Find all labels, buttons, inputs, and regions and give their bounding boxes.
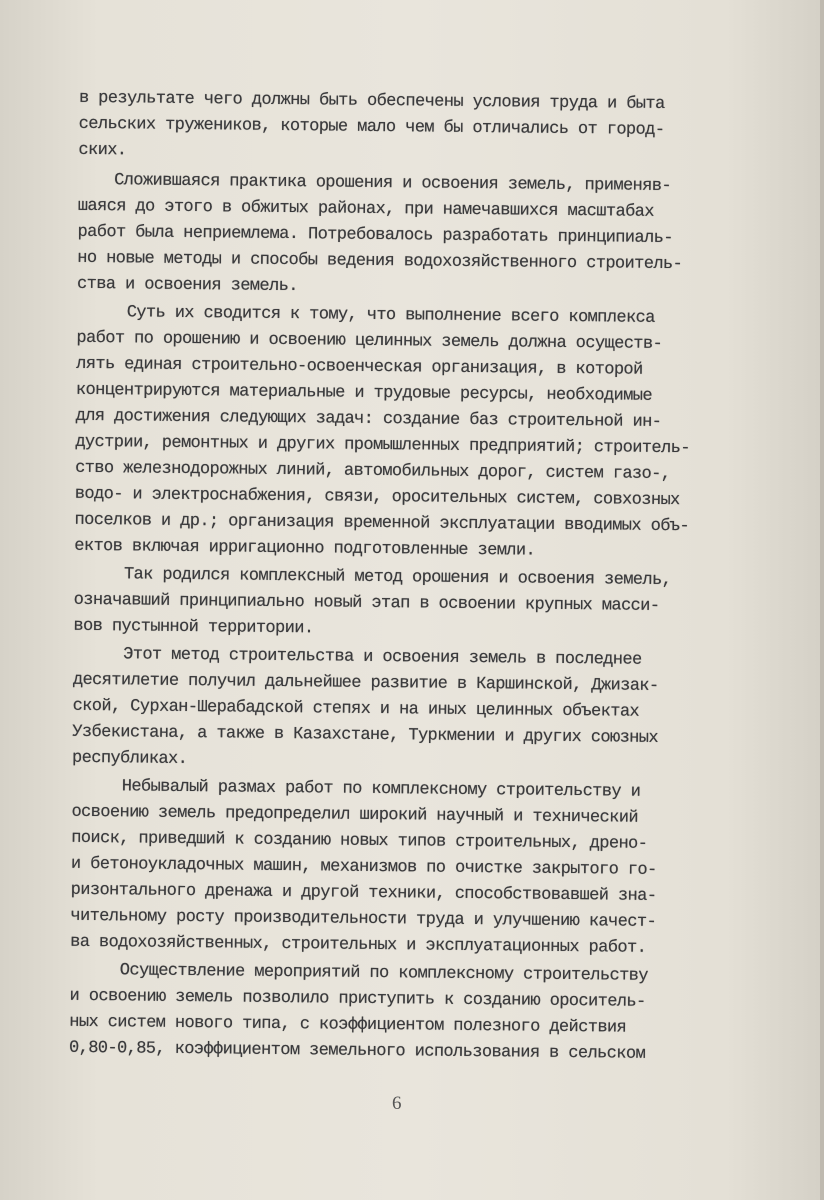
text-line: чительному росту производительности труда и улучшению качест- bbox=[70, 906, 657, 932]
text-line: освоению земель предопределил широкий научный и технический bbox=[71, 802, 639, 828]
page-edge bbox=[820, 0, 824, 1200]
page-number: 6 bbox=[392, 1093, 402, 1114]
text-line: но новые методы и способы ведения водохозяйственного строитель- bbox=[77, 248, 683, 275]
text-line: шаяся до этого в обжитых районах, при намечавшихся масштабах bbox=[77, 196, 655, 222]
text-line: и бетоноукладочных машин, механизмов по очистке закрытого го- bbox=[70, 854, 657, 880]
text-line: ва водохозяйственных, строительных и эксплуатационных работ. bbox=[70, 932, 647, 958]
text-line: Суть их сводится к тому, что выполнение всего комплекса bbox=[126, 303, 655, 328]
text-line: ства и освоения земель. bbox=[76, 274, 298, 297]
text-line: работ была неприемлема. Потребовалось разработать принципиаль- bbox=[77, 222, 673, 249]
text-line: в результате чего должны быть обеспечены условия труда и быта bbox=[78, 88, 665, 114]
text-line: лять единая строительно-освоенческая организация, в которой bbox=[76, 354, 643, 380]
text-line: работ по орошению и освоению целинных земель должна осуществ- bbox=[76, 328, 663, 354]
text-line: поиск, приведший к созданию новых типов строительных, дрено- bbox=[71, 828, 648, 854]
text-line: вов пустынной территории. bbox=[73, 616, 314, 639]
text-line: Так родился комплексный метод орошения и освоения земель, bbox=[123, 565, 672, 591]
text-line: и освоению земель позволило приступить к созданию ороситель- bbox=[69, 986, 646, 1012]
text-line: ных систем нового типа, с коэффициентом полезного действия bbox=[69, 1012, 627, 1038]
text-line: десятилетие получил дальнейшее развитие в Каршинской, Джизак- bbox=[72, 670, 659, 696]
text-line: ских. bbox=[78, 140, 127, 161]
text-line: ризонтального дренажа и другой техники, способствовавшей зна- bbox=[70, 880, 657, 906]
text-line: ектов включая ирригационно подготовленные земли. bbox=[74, 536, 536, 561]
text-line: поселков и др.; организация временной эксплуатации вводимых объ- bbox=[74, 510, 690, 537]
text-line: водо- и электроснабжения, связи, оросительных систем, совхозных bbox=[74, 484, 680, 511]
text-line: Осуществление мероприятий по комплексному строительству bbox=[119, 961, 649, 986]
text-line: ство железнодорожных линий, автомобильных дорог, систем газо-, bbox=[75, 458, 671, 485]
text-line: дустрии, ремонтных и других промышленных предприятий; строитель- bbox=[75, 432, 690, 459]
text-line: сельских тружеников, которые мало чем бы отличались от город- bbox=[78, 114, 665, 140]
text-line: концентрируются материальные и трудовые ресурсы, необходимые bbox=[75, 380, 653, 406]
text-line: означавший принципиально новый этап в освоении крупных масси- bbox=[73, 590, 660, 616]
text-line: Небывалый размах работ по комплексному строительству и bbox=[121, 777, 641, 802]
text-line: Сложившаяся практика орошения и освоения земель, применяв- bbox=[114, 171, 672, 197]
text-line: ской, Сурхан-Шерабадской степях и на иных целинных объектах bbox=[72, 696, 640, 722]
text-line: республиках. bbox=[71, 748, 188, 770]
text-line: для достижения следующих задач: создание баз строительной ин- bbox=[75, 406, 662, 432]
text-line: Этот метод строительства и освоения земель в последнее bbox=[123, 645, 642, 670]
text-line: Узбекистана, а также в Казахстане, Туркмении и других союзных bbox=[72, 722, 659, 748]
text-line: 0,80-0,85, коэффициентом земельного использования в сельском bbox=[68, 1038, 646, 1064]
